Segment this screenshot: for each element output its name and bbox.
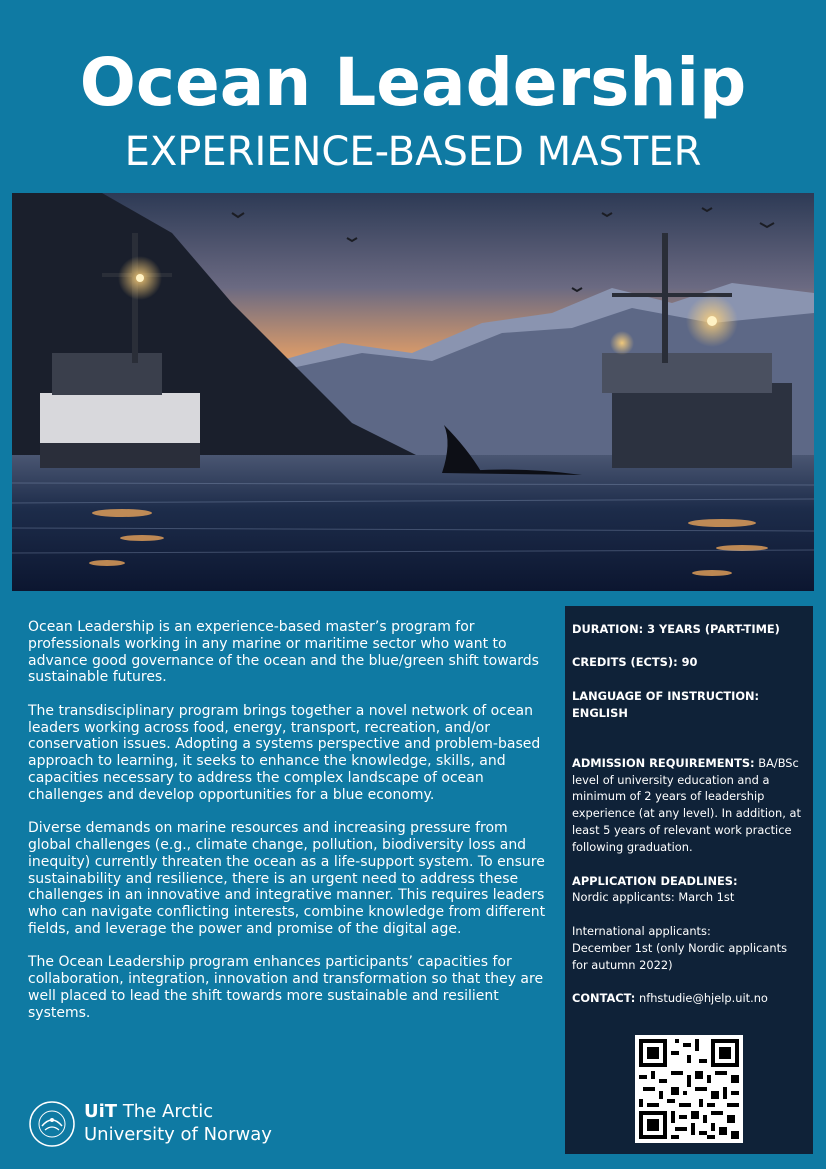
program-facts-panel [565,606,813,1154]
international-deadline [572,923,805,974]
fishing-boats-orca-photo-icon [12,193,814,591]
nordic-deadline: Nordic applicants: March 1st [572,890,735,905]
deadlines-label: APPLICATION DEADLINES: [572,873,738,888]
international-label: International applicants: [572,923,711,938]
duration: DURATION: 3 YEARS (PART-TIME) [572,622,780,636]
contact-email[interactable]: nfhstudie@hjelp.uit.no [638,991,768,1006]
paragraph-intro: Ocean Leadership is an experience-based master’s program for professionals working in any marine or maritime sector who want to advance good governance of the ocean and the blue/green shift towards sustainable futures. [28,619,539,686]
qr-code-icon[interactable] [635,1035,743,1143]
paragraph-challenges: Diverse demands on marine resources and increasing pressure from global challenges (e.g., climate change, pollution, biodiversity loss and inequity) currently threaten the ocean as a life-support system. To ensure sustainability and resilience, there is an urgent need to address these challenges in an innovative and integrative manner. This requires leaders who can navigate conflicting interests, combine knowledge from different fields, and leverage the power and promise of the digital age. [28,820,546,937]
contact [572,990,805,1007]
admission-label: ADMISSION REQUIREMENTS: [572,755,755,770]
logo-line1: The Arctic [122,1101,214,1122]
contact-label: CONTACT: [572,991,636,1006]
logo-line-1 [84,1101,213,1123]
admission-requirements [572,755,805,856]
hero-photo [12,193,814,591]
admission-text: BA/BSc level of university education and a minimum of 2 years of leadership experience (at any level). In addition, at least 5 years of relevant work practice following graduation. [572,755,801,855]
language: LANGUAGE OF INSTRUCTION: ENGLISH [572,688,760,720]
logo-line-2: University of Norway [84,1124,272,1145]
paragraph-capacities: The Ocean Leadership program enhances participants’ capacities for collaboration, integration, innovation and transformation so that they are well placed to lead the shift towards more sustainable and resilient systems. [28,954,544,1021]
page-subtitle: EXPERIENCE-BASED MASTER [124,129,702,175]
uit-logo [28,1100,288,1150]
paragraph-network: The transdisciplinary program brings together a novel network of ocean leaders working across food, energy, transport, recreation, and/or conservation issues. Adopting a systems perspective and problem-based approach to learning, it seeks to enhance the knowledge, skills, and capacities necessary to address the complex landscape of ocean challenges and develop opportunities for a blue economy. [28,702,541,803]
logo-brand: UiT [84,1101,118,1122]
program-description [28,619,553,1038]
application-deadlines [572,873,805,907]
page-title: Ocean Leadership [79,44,747,121]
international-date: December 1st (only Nordic applicants for autumn 2022) [572,940,787,972]
uit-seal-icon [28,1100,76,1148]
credits: CREDITS (ECTS): 90 [572,655,698,670]
